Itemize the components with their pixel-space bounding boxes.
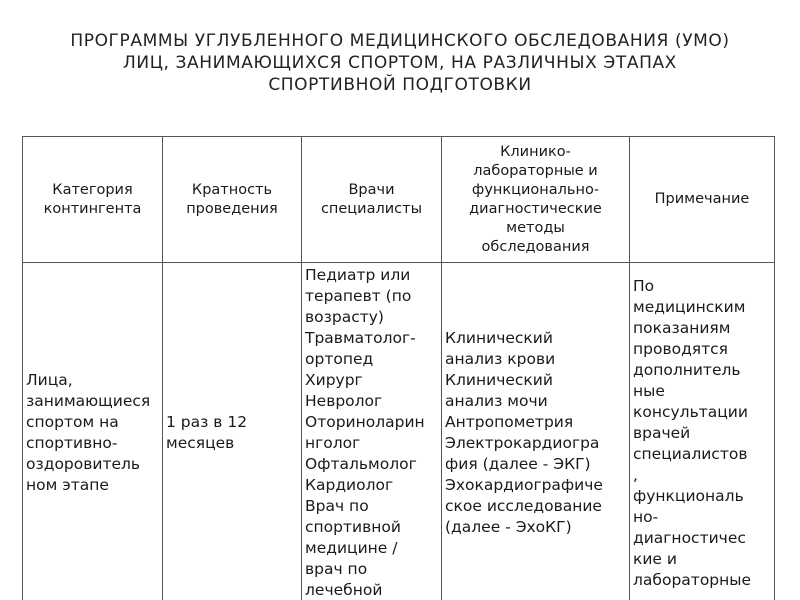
- text-line: контингента: [43, 200, 142, 217]
- text-line: По: [633, 276, 655, 295]
- header-note: [630, 137, 775, 263]
- text-line: спортивной: [305, 518, 401, 536]
- text-line: занимающиеся: [26, 392, 151, 410]
- text-line: проведения: [186, 200, 278, 217]
- text-line: диагностичес: [633, 528, 746, 547]
- header-category: [23, 137, 163, 263]
- text-line: но-: [633, 507, 659, 526]
- umo-table: [22, 136, 775, 600]
- text-line: лабораторные: [633, 570, 752, 589]
- title-line-3: СПОРТИВНОЙ ПОДГОТОВКИ: [268, 75, 532, 95]
- text-line: Оториноларин: [305, 413, 425, 431]
- text-line: (далее - ЭхоКГ): [445, 518, 572, 536]
- text-line: ные: [633, 381, 665, 400]
- text-line: Врачи: [348, 181, 395, 198]
- text-line: Электрокардиогра: [445, 434, 600, 452]
- text-line: Лица,: [26, 371, 73, 389]
- text-line: терапевт (по: [305, 287, 412, 305]
- text-line: лечебной: [305, 581, 383, 599]
- text-line: возрасту): [305, 308, 384, 326]
- cell-frequency: [163, 263, 302, 600]
- text-line: Невролог: [305, 392, 383, 410]
- cell-note: [630, 263, 775, 600]
- text-line: специалистов: [633, 444, 748, 463]
- text-line: Травматолог-: [305, 329, 416, 347]
- table-header-row: [23, 137, 775, 263]
- text-line: медицинским: [633, 297, 746, 316]
- text-line: врачей: [633, 423, 691, 442]
- text-line: 1 раз в 12: [166, 413, 248, 431]
- text-line: нголог: [305, 434, 361, 452]
- text-line: функциональ: [633, 486, 744, 505]
- text-line: Категория: [52, 181, 133, 198]
- text-line: специалисты: [320, 200, 423, 217]
- text-line: Кардиолог: [305, 476, 394, 494]
- text-line: консультации: [633, 402, 748, 421]
- cell-doctors: [302, 263, 442, 600]
- text-line: Кратность: [191, 181, 273, 198]
- text-line: Эхокардиографиче: [445, 476, 603, 494]
- text-line: Педиатр или: [305, 266, 411, 284]
- text-line: спортивно-: [26, 434, 118, 452]
- text-line: ортопед: [305, 350, 374, 368]
- text-line: методы: [506, 219, 565, 236]
- cell-methods: [442, 263, 630, 600]
- text-line: анализ крови: [445, 350, 556, 368]
- text-line: Антропометрия: [445, 413, 574, 431]
- header-doctors: [302, 137, 442, 263]
- text-line: ,: [633, 465, 638, 484]
- page-title: [0, 30, 800, 96]
- header-methods: [442, 137, 630, 263]
- text-line: функционально-: [471, 181, 600, 198]
- text-line: Врач по: [305, 497, 369, 515]
- text-line: Клинический: [445, 329, 553, 347]
- text-line: анализ мочи: [445, 392, 548, 410]
- text-line: ном этапе: [26, 476, 109, 494]
- text-line: спортом на: [26, 413, 119, 431]
- title-line-2: ЛИЦ, ЗАНИМАЮЩИХСЯ СПОРТОМ, НА РАЗЛИЧНЫХ ЭТАПАХ: [123, 53, 677, 73]
- text-line: Офтальмолог: [305, 455, 417, 473]
- text-line: лабораторные и: [473, 162, 598, 179]
- text-line: оздоровитель: [26, 455, 141, 473]
- text-line: Примечание: [654, 191, 750, 207]
- text-line: ское исследование: [445, 497, 602, 515]
- text-line: медицине /: [305, 539, 398, 557]
- table-row: [23, 263, 775, 600]
- text-line: врач по: [305, 560, 368, 578]
- text-line: Клинико-: [500, 143, 571, 160]
- text-line: диагностические: [469, 200, 602, 217]
- text-line: Клинический: [445, 371, 553, 389]
- text-line: дополнитель: [633, 360, 741, 379]
- text-line: показаниям: [633, 318, 731, 337]
- title-line-1: ПРОГРАММЫ УГЛУБЛЕННОГО МЕДИЦИНСКОГО ОБСЛЕДОВАНИЯ (УМО): [70, 31, 730, 51]
- cell-category: [23, 263, 163, 600]
- text-line: проводятся: [633, 339, 728, 358]
- text-line: кие и: [633, 549, 677, 568]
- text-line: фия (далее - ЭКГ): [445, 455, 591, 473]
- text-line: обследования: [481, 238, 590, 255]
- header-frequency: [163, 137, 302, 263]
- text-line: месяцев: [166, 434, 235, 452]
- text-line: Хирург: [305, 371, 363, 389]
